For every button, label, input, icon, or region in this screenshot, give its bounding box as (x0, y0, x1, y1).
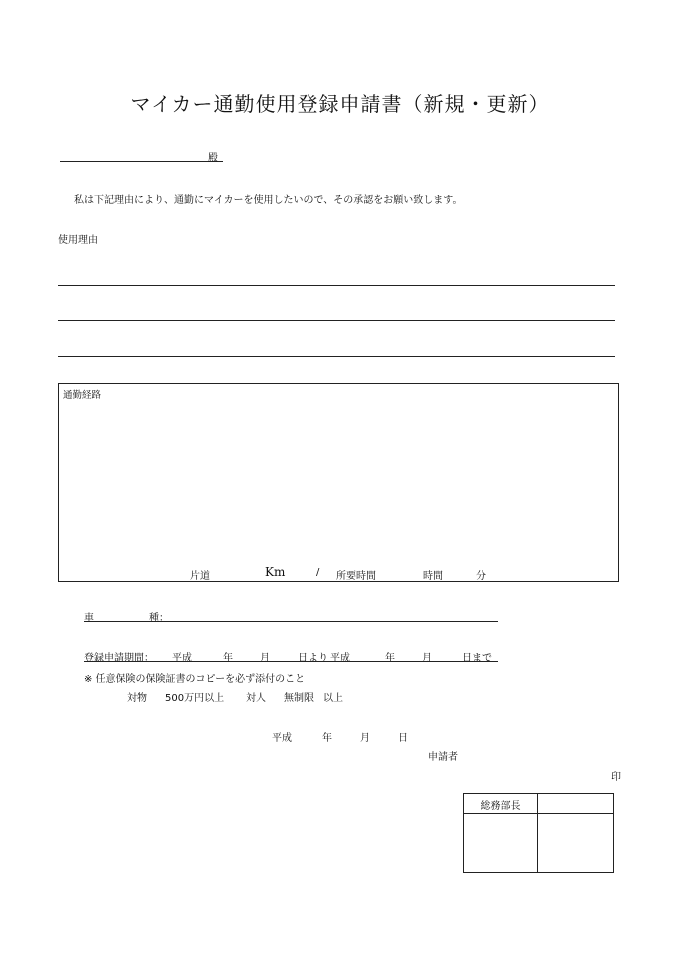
period-day-from: 日より (298, 653, 328, 664)
approval-label: 総務部長 (480, 801, 521, 812)
addressee-line[interactable] (60, 161, 223, 162)
intro-text: 私は下記理由により、通勤にマイカーを使用したいので、その承認をお願い致します。 (74, 195, 463, 206)
period-era-from: 平成 (172, 653, 192, 664)
insurance-note: ※ 任意保険の保険証書のコピーを必ず添付のこと (84, 674, 306, 685)
route-label: 通勤経路 (63, 390, 102, 401)
period-year-from: 年 (223, 653, 233, 664)
note-property: 対物 (127, 693, 147, 704)
approval-empty-cell[interactable] (538, 794, 612, 871)
route-slash: / (316, 567, 320, 578)
route-unit-km: Km (265, 565, 286, 579)
date-day: 日 (398, 733, 408, 744)
period-year-to: 年 (385, 653, 395, 664)
reason-line-3[interactable] (58, 356, 615, 357)
date-era: 平成 (272, 733, 292, 744)
vehicle-label-1: 車 (84, 613, 94, 624)
reason-label: 使用理由 (58, 235, 98, 246)
approval-stamp-cell[interactable] (464, 814, 537, 871)
route-required-time: 所要時間 (336, 571, 376, 582)
route-one-way: 片道 (190, 571, 210, 582)
period-era-to: 平成 (330, 653, 350, 664)
date-month: 月 (360, 733, 370, 744)
note-property-amount: 500万円以上 (165, 693, 225, 704)
date-year: 年 (322, 733, 332, 744)
reason-line-1[interactable] (58, 285, 615, 286)
vehicle-label-2: 種： (149, 613, 169, 624)
note-person-amount: 無制限 (284, 693, 314, 704)
page-title: マイカー通勤使用登録申請書（新規・更新） (130, 92, 550, 116)
vehicle-line[interactable] (84, 621, 498, 622)
period-month-from: 月 (260, 653, 270, 664)
note-person: 対人 (246, 693, 266, 704)
route-hours: 時間 (423, 571, 443, 582)
addressee-suffix: 殿 (208, 153, 218, 164)
period-line[interactable] (84, 661, 498, 662)
route-minutes: 分 (476, 571, 486, 582)
seal-mark: 印 (611, 772, 621, 783)
reason-line-2[interactable] (58, 320, 615, 321)
applicant-label: 申請者 (428, 752, 458, 763)
period-month-to: 月 (422, 653, 432, 664)
period-label: 登録申請期間： (84, 653, 154, 664)
period-day-to: 日まで (462, 653, 492, 664)
route-box[interactable] (58, 383, 619, 582)
note-above: 以上 (323, 693, 343, 704)
